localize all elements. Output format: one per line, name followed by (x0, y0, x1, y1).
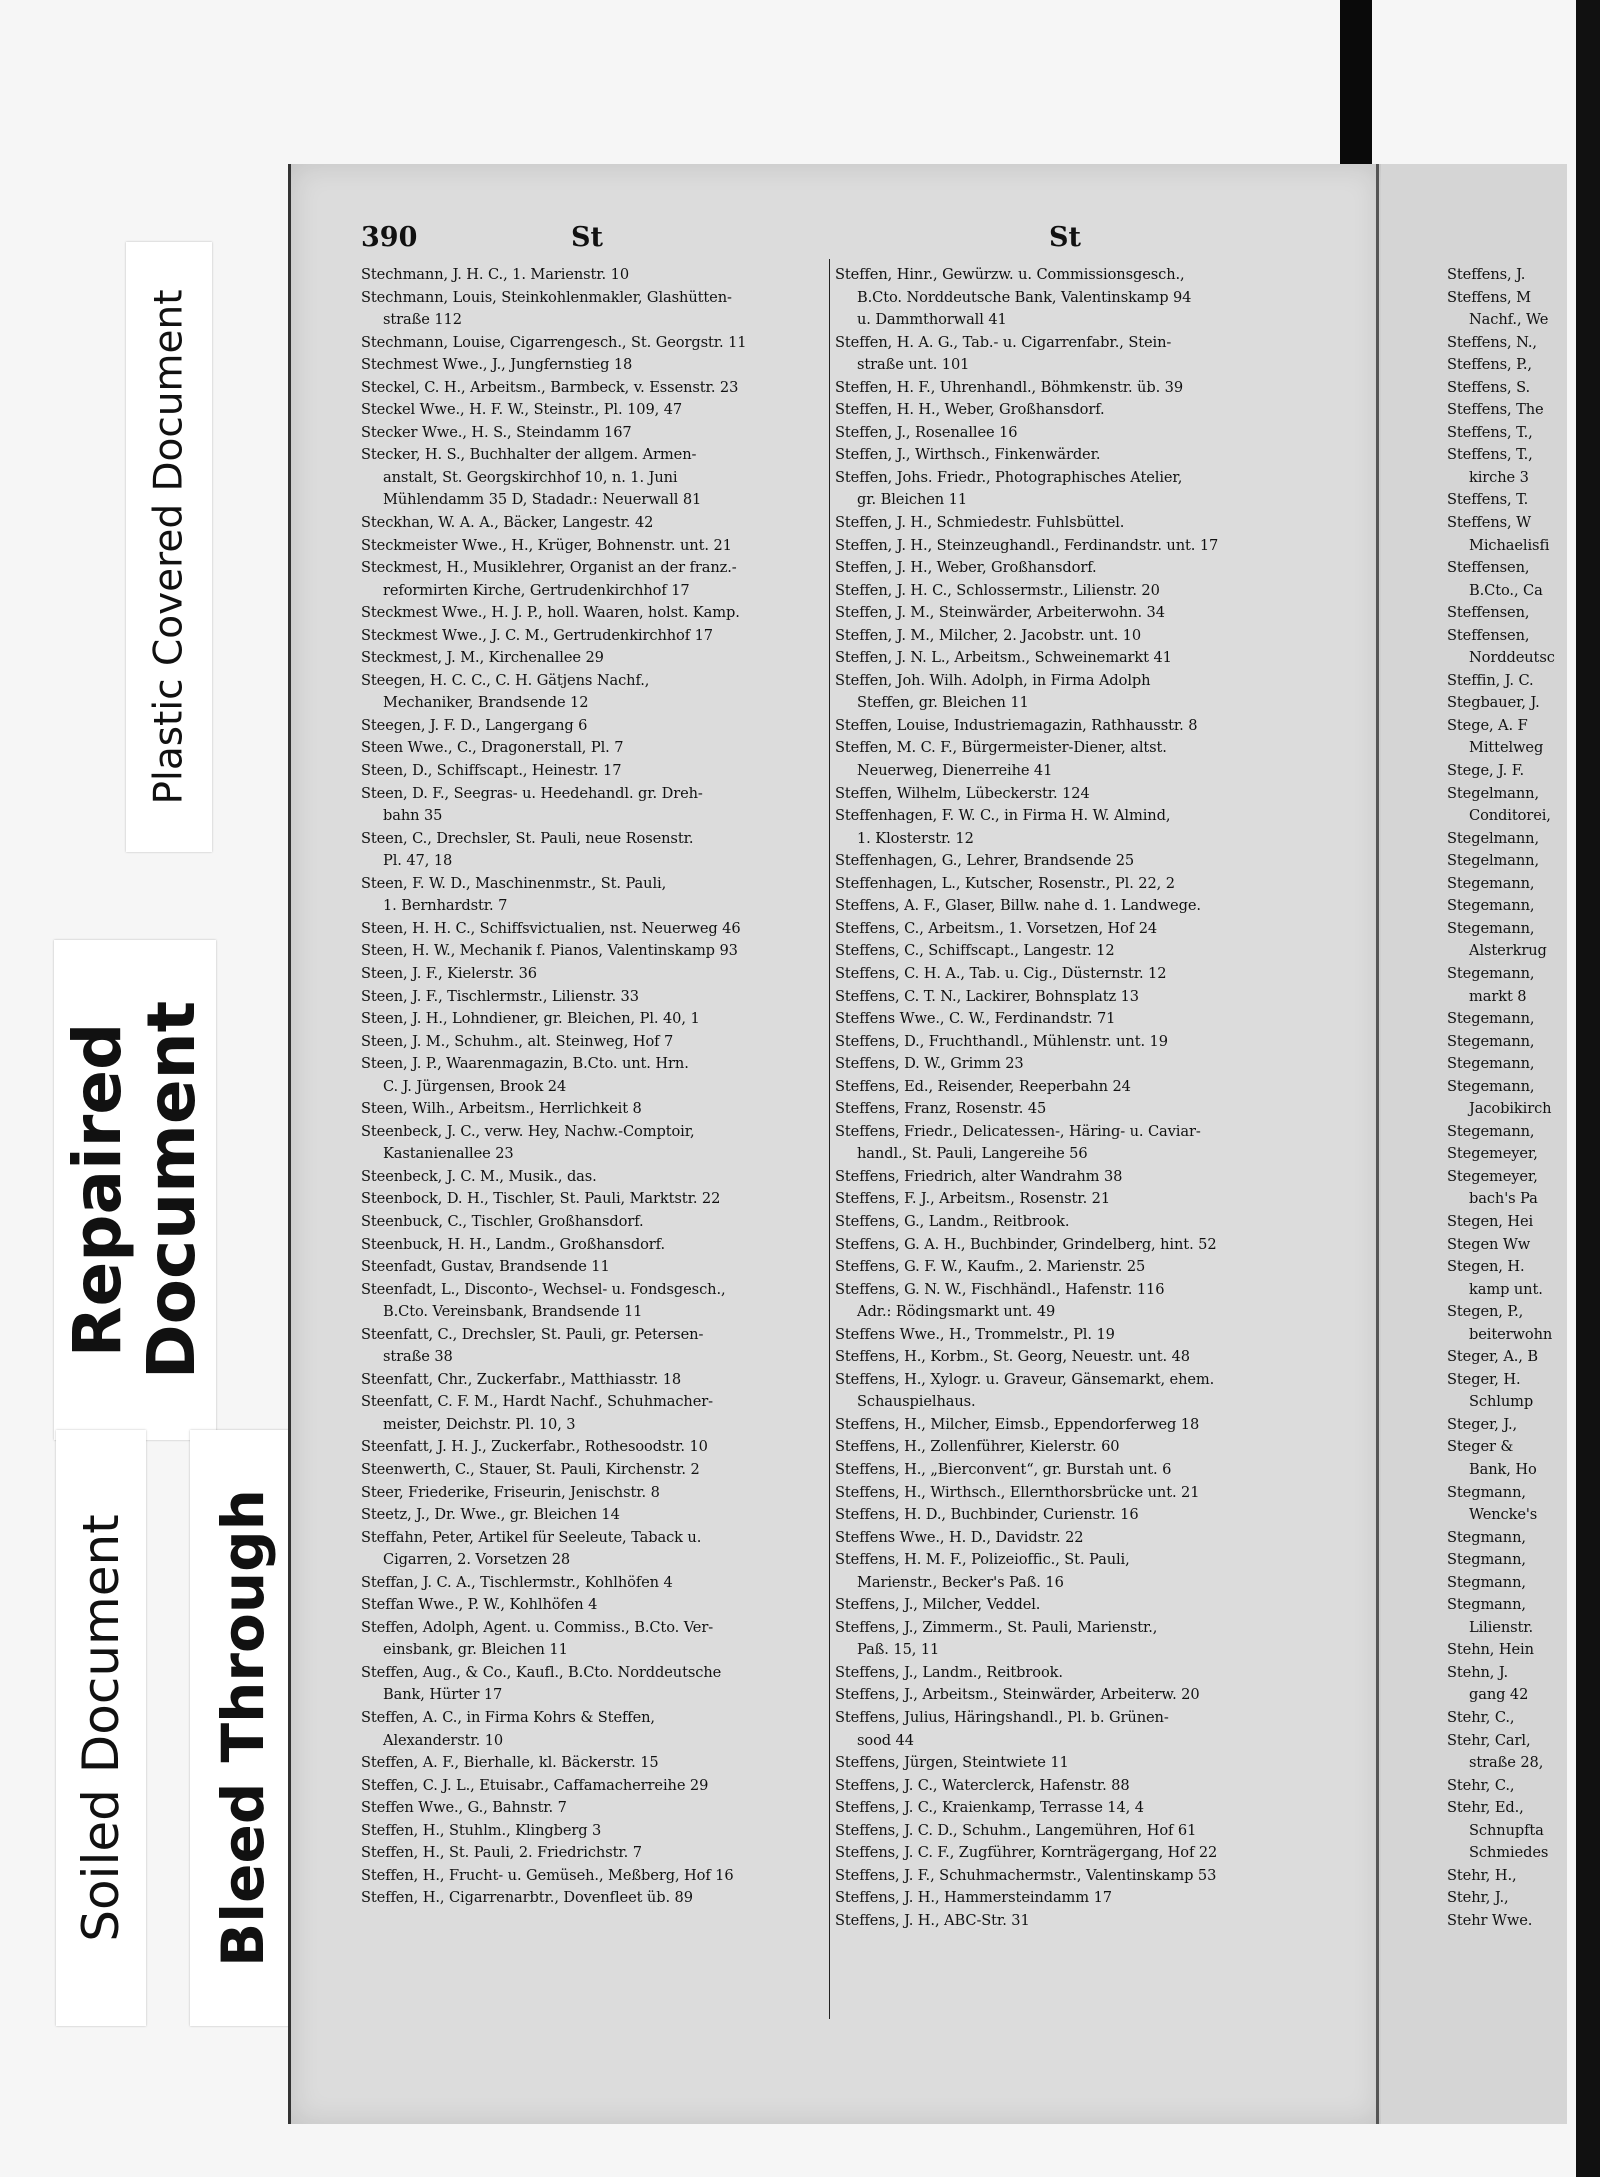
directory-entry: Stechmann, J. H. C., 1. Marienstr. 10 (361, 266, 630, 283)
directory-entry: Steffen, C. J. L., Etuisabr., Caffamacherreihe 29 (361, 1776, 709, 1794)
directory-entry: Steckmest, H., Musiklehrer, Organist an der franz.- (361, 559, 737, 577)
directory-entry: Steffens, Friedrich, alter Wandrahm 38 (835, 1167, 1123, 1185)
directory-entry: Steffen, A. F., Bierhalle, kl. Bäckerstr. 15 (361, 1754, 659, 1772)
column-middle (835, 264, 1373, 1932)
directory-entry: Steffen, J. H., Schmiedestr. Fuhlsbüttel. (835, 514, 1125, 532)
directory-entry: Jacobikirch (1469, 1100, 1552, 1118)
directory-entry: Stehr, C., (1447, 1776, 1515, 1794)
directory-entry: Alsterkrug (1469, 942, 1547, 960)
directory-entry: Steenbock, D. H., Tischler, St. Pauli, Marktstr. 22 (361, 1190, 721, 1208)
directory-entry: Schnupfta (1469, 1821, 1544, 1839)
directory-entry: Stegmann, (1447, 1551, 1526, 1569)
directory-entry: Steffens, T. (1447, 491, 1529, 509)
directory-entry: Steen, J. F., Kielerstr. 36 (361, 964, 537, 982)
directory-entry: markt 8 (1469, 987, 1527, 1005)
directory-entry: Steffens, P., (1447, 356, 1532, 374)
directory-entry: Steffen, J. H., Steinzeughandl., Ferdinandstr. unt. 17 (835, 536, 1219, 554)
directory-entry: Steffen, H., Frucht- u. Gemüseh., Meßberg, Hof 16 (361, 1866, 734, 1884)
directory-entry: Mechaniker, Brandsende 12 (383, 694, 589, 712)
directory-entry: Steffens, H., Milcher, Eimsb., Eppendorferweg 18 (835, 1415, 1200, 1433)
directory-entry: Paß. 15, 11 (857, 1641, 940, 1659)
directory-entry: Stegmann, (1447, 1483, 1526, 1501)
directory-entry: Steffens, J. C. D., Schuhm., Langemühren, Hof 61 (835, 1821, 1197, 1839)
directory-entry: straße 38 (383, 1348, 453, 1366)
directory-entry: Steffens, D., Fruchthandl., Mühlenstr. unt. 19 (835, 1032, 1168, 1050)
directory-entry: Steen, J. H., Lohndiener, gr. Bleichen, Pl. 40, 1 (361, 1010, 700, 1028)
directory-entry: Schlump (1469, 1393, 1534, 1411)
directory-entry: Steffens, F. J., Arbeitsm., Rosenstr. 21 (835, 1190, 1111, 1208)
directory-entry: Steenbuck, C., Tischler, Großhansdorf. (361, 1212, 644, 1230)
directory-entry: Stegemann, (1447, 1010, 1535, 1028)
directory-entry: Steffens, D. W., Grimm 23 (835, 1055, 1024, 1073)
directory-entry: Steffen, H., Stuhlm., Klingberg 3 (361, 1821, 602, 1839)
directory-entry: Stegemeyer, (1447, 1145, 1538, 1163)
directory-entry: Steffens, Franz, Rosenstr. 45 (835, 1100, 1047, 1118)
directory-entry: Steffen, H. F., Uhrenhandl., Böhmkenstr. üb. 39 (835, 378, 1184, 396)
directory-entry: Steckmeister Wwe., H., Krüger, Bohnenstr. unt. 21 (361, 536, 732, 554)
directory-entry: Stehr Wwe. (1447, 1911, 1533, 1929)
directory-entry: Steer, Friederike, Friseurin, Jenischstr. 8 (361, 1483, 660, 1501)
directory-entry: Steen, D., Schiffscapt., Heinestr. 17 (361, 762, 622, 780)
directory-entry: straße 28, (1469, 1754, 1544, 1772)
plastic-covered-label: Plastic Covered Document (126, 242, 212, 852)
directory-entry: Steffens, C. T. N., Lackirer, Bohnsplatz 13 (835, 987, 1139, 1005)
directory-entry: Steckhan, W. A. A., Bäcker, Langestr. 42 (361, 514, 654, 532)
directory-entry: Schauspielhaus. (857, 1393, 976, 1411)
directory-entry: Stecker, H. S., Buchhalter der allgem. Armen- (361, 446, 697, 464)
directory-entry: Steen, F. W. D., Maschinenmstr., St. Pauli, (361, 874, 667, 892)
directory-entry: Steffens, T., (1447, 446, 1533, 464)
directory-entry: Stecker Wwe., H. S., Steindamm 167 (361, 423, 632, 441)
directory-entry: Steen, J. M., Schuhm., alt. Steinweg, Hof 7 (361, 1032, 674, 1050)
directory-entry: Steenfatt, C. F. M., Hardt Nachf., Schuhmacher- (361, 1393, 713, 1411)
directory-entry: Steenfatt, C., Drechsler, St. Pauli, gr. Petersen- (361, 1325, 704, 1343)
directory-entry: Stegelmann, (1447, 784, 1540, 802)
directory-entry: meister, Deichstr. Pl. 10, 3 (383, 1415, 576, 1433)
directory-entry: Steffens, W (1447, 514, 1532, 532)
directory-entry: Stegelmann, (1447, 829, 1540, 847)
directory-entry: Steffensen, (1447, 626, 1530, 644)
directory-entry: Steffens Wwe., H., Trommelstr., Pl. 19 (835, 1325, 1115, 1343)
directory-entry: B.Cto. Norddeutsche Bank, Valentinskamp 94 (857, 288, 1192, 306)
directory-entry: 1. Klosterstr. 12 (857, 829, 974, 847)
directory-entry: gang 42 (1469, 1686, 1529, 1704)
directory-entry: bach's Pa (1469, 1190, 1538, 1208)
directory-entry: Stegemann, (1447, 897, 1535, 915)
directory-entry: Steckel Wwe., H. F. W., Steinstr., Pl. 109, 47 (361, 401, 683, 419)
directory-entry: Steen, H. W., Mechanik f. Pianos, Valentinskamp 93 (361, 942, 738, 960)
directory-entry: Steckel, C. H., Arbeitsm., Barmbeck, v. Essenstr. 23 (361, 378, 739, 396)
column-divider (829, 259, 830, 2019)
directory-entry: Steen, Wilh., Arbeitsm., Herrlichkeit 8 (361, 1100, 642, 1118)
directory-entry: Steffens, Friedr., Delicatessen-, Häring- u. Caviar- (835, 1122, 1201, 1140)
directory-entry: Steffens, H., Xylogr. u. Graveur, Gänsemarkt, ehem. (835, 1370, 1215, 1388)
directory-entry: Steetz, J., Dr. Wwe., gr. Bleichen 14 (361, 1506, 620, 1524)
directory-entry: Steckmest Wwe., J. C. M., Gertrudenkirchhof 17 (361, 626, 713, 644)
directory-entry: Stegen Ww (1447, 1235, 1531, 1253)
directory-entry: Steffen, Adolph, Agent. u. Commiss., B.Cto. Ver- (361, 1618, 714, 1636)
directory-entry: bahn 35 (383, 807, 443, 825)
directory-entry: Stehr, Ed., (1447, 1799, 1524, 1817)
directory-entry: Stegmann, (1447, 1528, 1526, 1546)
column-left (361, 264, 819, 1910)
directory-entry: Steffens, G., Landm., Reitbrook. (835, 1212, 1070, 1230)
header-left-letters: St (571, 222, 603, 253)
directory-entry: kamp unt. (1469, 1280, 1543, 1298)
directory-entry: Steenwerth, C., Stauer, St. Pauli, Kirchenstr. 2 (361, 1460, 700, 1478)
directory-entry: Steffens, J. C., Kraienkamp, Terrasse 14, 4 (835, 1799, 1144, 1817)
directory-entry: Bank, Ho (1469, 1460, 1537, 1478)
directory-entry: Stehr, Carl, (1447, 1731, 1531, 1749)
directory-entry: Steffen, H. A. G., Tab.- u. Cigarrenfabr., Stein- (835, 333, 1172, 351)
directory-entry: Marienstr., Becker's Paß. 16 (857, 1573, 1064, 1591)
directory-entry: Steffen, Hinr., Gewürzw. u. Commissionsgesch., (835, 266, 1185, 283)
directory-entry: Steenfatt, J. H. J., Zuckerfabr., Rothesoodstr. 10 (361, 1438, 708, 1456)
directory-entry: Steffens, H., Korbm., St. Georg, Neuestr. unt. 48 (835, 1348, 1190, 1366)
directory-entry: Mühlendamm 35 D, Stadadr.: Neuerwall 81 (383, 491, 702, 509)
directory-entry: Steffens, N., (1447, 333, 1537, 351)
directory-entry: Michaelisfi (1469, 536, 1550, 554)
binding-edge-bar (1340, 0, 1372, 172)
directory-entry: Steffens, G. A. H., Buchbinder, Grindelberg, hint. 52 (835, 1235, 1217, 1253)
directory-entry: Steger & (1447, 1438, 1514, 1456)
directory-entry: B.Cto., Ca (1469, 581, 1543, 599)
directory-entry: einsbank, gr. Bleichen 11 (383, 1641, 568, 1659)
directory-entry: Stechmann, Louise, Cigarrengesch., St. Georgstr. 11 (361, 333, 747, 351)
directory-entry: Stegemann, (1447, 874, 1535, 892)
directory-entry: Steckmest Wwe., H. J. P., holl. Waaren, holst. Kamp. (361, 604, 740, 622)
directory-entry: Steffen, J. N. L., Arbeitsm., Schweinemarkt 41 (835, 649, 1172, 667)
directory-entry: Steffens, J., Arbeitsm., Steinwärder, Arbeiterw. 20 (835, 1686, 1200, 1704)
directory-entry: Stegen, P., (1447, 1303, 1524, 1321)
directory-entry: Steffen, H., Cigarrenarbtr., Dovenfleet üb. 89 (361, 1889, 693, 1907)
directory-entry: Stehn, J. (1447, 1663, 1509, 1681)
directory-entry: Steger, H. (1447, 1370, 1521, 1388)
directory-entry: Steffen, Wilhelm, Lübeckerstr. 124 (835, 784, 1090, 802)
directory-entry: B.Cto. Vereinsbank, Brandsende 11 (383, 1303, 643, 1321)
directory-entry: Stegemann, (1447, 964, 1535, 982)
directory-entry: Steffens, Julius, Häringshandl., Pl. b. Grünen- (835, 1709, 1169, 1726)
directory-entry: beiterwohn (1469, 1325, 1553, 1343)
directory-entry: Steffens, G. N. W., Fischhändl., Hafenstr. 116 (835, 1280, 1165, 1298)
directory-entry: 1. Bernhardstr. 7 (383, 897, 508, 915)
soiled-document-label: Soiled Document (56, 1430, 146, 2026)
directory-entry: Stegemann, (1447, 1032, 1535, 1050)
directory-entry: Schmiedes (1469, 1844, 1549, 1862)
directory-entry: Steffen, gr. Bleichen 11 (857, 694, 1029, 712)
directory-entry: reformirten Kirche, Gertrudenkirchhof 17 (383, 581, 690, 599)
directory-entry: Stege, A. F (1447, 716, 1528, 734)
directory-entry: Kastanienallee 23 (383, 1145, 514, 1163)
directory-entry: Steenbeck, J. C., verw. Hey, Nachw.-Comptoir, (361, 1122, 695, 1140)
directory-entry: Steffen, Aug., & Co., Kaufl., B.Cto. Norddeutsche (361, 1663, 722, 1681)
directory-entry: Stechmann, Louis, Steinkohlenmakler, Glashütten- (361, 288, 732, 306)
directory-entry: Steffen, Joh. Wilh. Adolph, in Firma Adolph (835, 671, 1151, 689)
directory-entry: Stegen, H. (1447, 1258, 1525, 1276)
directory-entry: Norddeutsc (1469, 649, 1555, 667)
directory-page (288, 164, 1555, 2124)
directory-entry: Steffens, H., Zollenführer, Kielerstr. 60 (835, 1438, 1120, 1456)
directory-entry: Steffen, J., Rosenallee 16 (835, 423, 1018, 441)
directory-entry: Steffenhagen, L., Kutscher, Rosenstr., Pl. 22, 2 (835, 874, 1175, 892)
directory-entry: Steckmest, J. M., Kirchenallee 29 (361, 649, 604, 667)
column-right (1447, 264, 1567, 1932)
directory-entry: Steffen Wwe., G., Bahnstr. 7 (361, 1799, 567, 1817)
directory-entry: Steffens, S. (1447, 378, 1531, 396)
directory-entry: Stege, J. F. (1447, 762, 1525, 780)
directory-entry: Steen, D. F., Seegras- u. Heedehandl. gr. Dreh- (361, 784, 703, 802)
directory-entry: Stegemann, (1447, 1055, 1535, 1073)
directory-entry: Steegen, H. C. C., C. H. Gätjens Nachf., (361, 671, 650, 689)
directory-entry: Stegemann, (1447, 1122, 1535, 1140)
directory-entry: Steffens, H. M. F., Polizeioffic., St. Pauli, (835, 1551, 1130, 1569)
directory-entry: Cigarren, 2. Vorsetzen 28 (383, 1551, 571, 1569)
directory-entry: Alexanderstr. 10 (383, 1731, 504, 1749)
directory-entry: Stegelmann, (1447, 852, 1540, 870)
directory-entry: Steffens, J. C., Waterclerck, Hafenstr. 88 (835, 1776, 1130, 1794)
directory-entry: Stehn, Hein (1447, 1641, 1534, 1659)
directory-entry: Steffensen, (1447, 559, 1530, 577)
directory-entry: Steffen, M. C. F., Bürgermeister-Diener, altst. (835, 739, 1167, 757)
directory-entry: Stegemeyer, (1447, 1167, 1538, 1185)
directory-entry: Steffens, J., Zimmerm., St. Pauli, Marienstr., (835, 1618, 1158, 1636)
directory-entry: Steffenhagen, F. W. C., in Firma H. W. Almind, (835, 807, 1171, 825)
directory-entry: Steffens, A. F., Glaser, Billw. nahe d. 1. Landwege. (835, 897, 1201, 915)
directory-entry: u. Dammthorwall 41 (857, 311, 1007, 329)
directory-entry: Steffens, Jürgen, Steintwiete 11 (835, 1754, 1069, 1772)
directory-entry: Steen, J. F., Tischlermstr., Lilienstr. 33 (361, 987, 639, 1005)
directory-entry: Steenbeck, J. C. M., Musik., das. (361, 1167, 597, 1185)
directory-entry: Steffens, J., Landm., Reitbrook. (835, 1663, 1063, 1681)
directory-entry: Steen Wwe., C., Dragonerstall, Pl. 7 (361, 739, 624, 757)
directory-entry: Steffen, J. M., Steinwärder, Arbeiterwohn. 34 (835, 604, 1165, 622)
directory-entry: straße 112 (383, 311, 462, 329)
directory-entry: Steegen, J. F. D., Langergang 6 (361, 716, 588, 734)
directory-entry: Stehr, J., (1447, 1889, 1509, 1907)
directory-entry: Steffan Wwe., P. W., Kohlhöfen 4 (361, 1596, 598, 1614)
directory-entry: Stegmann, (1447, 1573, 1526, 1591)
directory-entry: Steffens, G. F. W., Kaufm., 2. Marienstr. 25 (835, 1258, 1146, 1276)
directory-entry: C. J. Jürgensen, Brook 24 (383, 1077, 567, 1095)
directory-entry: handl., St. Pauli, Langereihe 56 (857, 1145, 1088, 1163)
directory-entry: Steffen, J. M., Milcher, 2. Jacobstr. unt. 10 (835, 626, 1142, 644)
directory-entry: Wencke's (1469, 1506, 1538, 1524)
directory-entry: Steffensen, (1447, 604, 1530, 622)
directory-entry: Steffens, H., „Bierconvent“, gr. Burstah unt. 6 (835, 1460, 1172, 1478)
directory-entry: Steenfadt, L., Disconto-, Wechsel- u. Fondsgesch., (361, 1280, 726, 1298)
directory-entry: Steffahn, Peter, Artikel für Seeleute, Taback u. (361, 1528, 702, 1546)
directory-entry: Steffen, H. H., Weber, Großhansdorf. (835, 401, 1105, 419)
directory-entry: Stegemann, (1447, 919, 1535, 937)
directory-entry: Steffens Wwe., C. W., Ferdinandstr. 71 (835, 1010, 1116, 1028)
directory-entry: Lilienstr. (1469, 1618, 1534, 1636)
directory-entry: Steffens, H., Wirthsch., Ellernthorsbrücke unt. 21 (835, 1483, 1200, 1501)
directory-entry: Steen, J. P., Waarenmagazin, B.Cto. unt. Hrn. (361, 1055, 689, 1073)
directory-entry: Steen, H. H. C., Schiffsvictualien, nst. Neuerweg 46 (361, 919, 741, 937)
directory-entry: Steffens, The (1447, 401, 1544, 419)
directory-entry: Steffens, J. H., Hammersteindamm 17 (835, 1889, 1112, 1907)
directory-entry: Steffen, Louise, Industriemagazin, Rathhausstr. 8 (835, 716, 1198, 734)
directory-entry: Steffenhagen, G., Lehrer, Brandsende 25 (835, 852, 1135, 870)
directory-entry: Steffens, M (1447, 288, 1531, 306)
directory-entry: Steffens, J. (1447, 266, 1526, 283)
directory-entry: gr. Bleichen 11 (857, 491, 968, 509)
directory-entry: Adr.: Rödingsmarkt unt. 49 (857, 1303, 1056, 1321)
directory-entry: Steffens, J. C. F., Zugführer, Kornträgergang, Hof 22 (835, 1844, 1218, 1862)
directory-entry: anstalt, St. Georgskirchhof 10, n. 1. Juni (383, 468, 678, 486)
bleed-through-label: Bleed Through (190, 1430, 296, 2026)
directory-entry: Steffen, J., Wirthsch., Finkenwärder. (835, 446, 1101, 464)
directory-entry: Steffens, C. H. A., Tab. u. Cig., Düsternstr. 12 (835, 964, 1167, 982)
directory-entry: Stegen, Hei (1447, 1212, 1534, 1230)
directory-entry: Steffens, J., Milcher, Veddel. (835, 1596, 1041, 1614)
directory-entry: Steffens, T., (1447, 423, 1533, 441)
directory-entry: Mittelweg (1469, 739, 1544, 757)
directory-entry: Steger, A., B (1447, 1348, 1539, 1366)
directory-entry: Steffin, J. C. (1447, 671, 1534, 689)
directory-entry: sood 44 (857, 1731, 914, 1749)
repaired-document-label: Repaired Document (54, 940, 216, 1440)
directory-entry: Steffens Wwe., H. D., Davidstr. 22 (835, 1528, 1084, 1546)
directory-entry: Steenfadt, Gustav, Brandsende 11 (361, 1258, 610, 1276)
page-gutter (1376, 164, 1379, 2124)
directory-entry: Neuerweg, Dienerreihe 41 (857, 762, 1053, 780)
directory-entry: Stehr, H., (1447, 1866, 1517, 1884)
directory-entry: Steffens, C., Schiffscapt., Langestr. 12 (835, 942, 1115, 960)
directory-entry: Steen, C., Drechsler, St. Pauli, neue Rosenstr. (361, 829, 694, 847)
directory-entry: Nachf., We (1469, 311, 1549, 329)
directory-entry: Steffen, J. H., Weber, Großhansdorf. (835, 559, 1097, 577)
directory-entry: Stegbauer, J. (1447, 694, 1540, 712)
directory-entry: Steffen, H., St. Pauli, 2. Friedrichstr. 7 (361, 1844, 642, 1862)
directory-entry: Stechmest Wwe., J., Jungfernstieg 18 (361, 356, 633, 374)
directory-entry: straße unt. 101 (857, 356, 970, 374)
directory-entry: Stehr, C., (1447, 1709, 1515, 1726)
scan-border (1576, 0, 1600, 2177)
directory-entry: Steffen, J. H. C., Schlossermstr., Lilienstr. 20 (835, 581, 1160, 599)
directory-entry: kirche 3 (1469, 468, 1529, 486)
directory-entry: Steffen, Johs. Friedr., Photographisches Atelier, (835, 468, 1183, 486)
directory-entry: Stegmann, (1447, 1596, 1526, 1614)
directory-entry: Steenfatt, Chr., Zuckerfabr., Matthiasstr. 18 (361, 1370, 682, 1388)
directory-entry: Steffens, J. H., ABC-Str. 31 (835, 1911, 1030, 1929)
header-right-letters: St (1049, 222, 1081, 253)
directory-entry: Steffens, J. F., Schuhmachermstr., Valentinskamp 53 (835, 1866, 1217, 1884)
directory-entry: Stegemann, (1447, 1077, 1535, 1095)
page-number: 390 (361, 222, 418, 253)
adjacent-page (1381, 164, 1567, 2124)
directory-entry: Steffens, Ed., Reisender, Reeperbahn 24 (835, 1077, 1131, 1095)
directory-entry: Steffen, A. C., in Firma Kohrs & Steffen, (361, 1709, 655, 1726)
directory-entry: Steffan, J. C. A., Tischlermstr., Kohlhöfen 4 (361, 1573, 673, 1591)
directory-entry: Steffens, C., Arbeitsm., 1. Vorsetzen, Hof 24 (835, 919, 1158, 937)
directory-entry: Steger, J., (1447, 1415, 1518, 1433)
directory-entry: Steffens, H. D., Buchbinder, Curienstr. 16 (835, 1506, 1139, 1524)
directory-entry: Pl. 47, 18 (383, 852, 453, 870)
directory-entry: Bank, Hürter 17 (383, 1686, 503, 1704)
directory-entry: Steenbuck, H. H., Landm., Großhansdorf. (361, 1235, 665, 1253)
directory-entry: Conditorei, (1469, 807, 1551, 825)
